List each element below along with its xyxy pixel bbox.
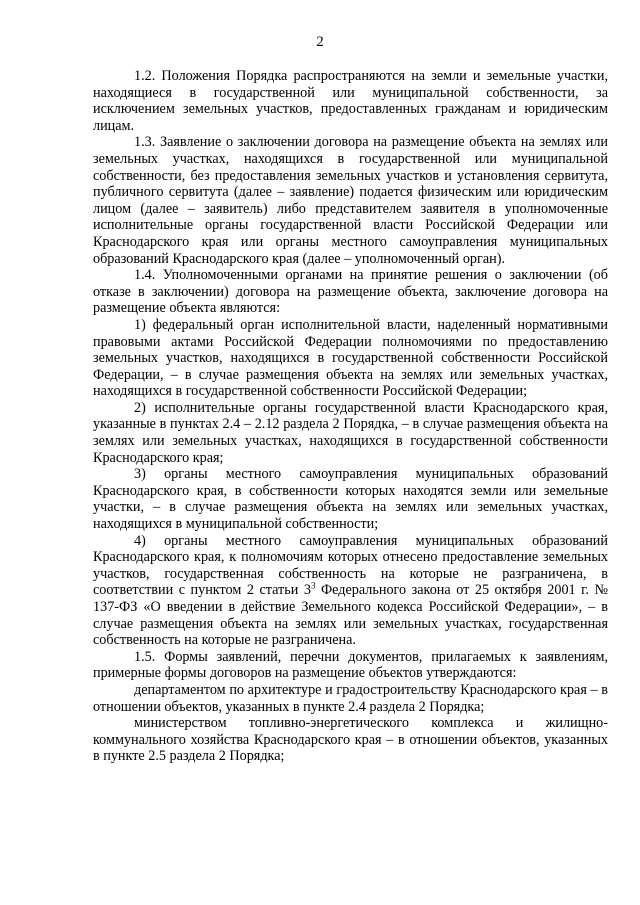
document-body xyxy=(93,68,608,765)
article-superscript: 3 xyxy=(310,580,316,591)
list-item-1: 1) федеральный орган исполнительной власти, наделенный нормативными правовыми актами Российской Федерации полномочиями по предоставлению земельных участков, находящихся в государственной собственности Российской Федерации, – в случае размещения объекта на землях или земельных участках, находящихся в государственной собственности Российской Федерации; xyxy=(93,316,608,400)
list-item-4-text-after: Федерального закона от 25 октября 2001 г. № 137-ФЗ «О введении в действие Земельного кодекса Российской Федерации», – в случае размещения объекта на землях или земельных участках, государственная собственность на которые не разграничена. xyxy=(93,582,608,649)
list-item-4-text-before: 4) органы местного самоуправления муниципальных образований Краснодарского края, к полномочиям которых отнесено предоставление земельных участков, государственная собственность на которые не разграничена, в соответствии с пунктом 2 статьи 3 xyxy=(93,532,608,599)
list-item-4 xyxy=(93,533,608,649)
paragraph-1-4: 1.4. Уполномоченными органами на принятие решения о заключении (об отказе в заключении) договора на размещение объекта, заключение договора на размещение объекта являются: xyxy=(93,267,608,317)
form-approver-architecture-department: департаментом по архитектуре и градостроительству Краснодарского края – в отношении объектов, указанных в пункте 2.4 раздела 2 Порядка; xyxy=(93,681,608,715)
form-approver-energy-ministry: министерством топливно-энергетического комплекса и жилищно-коммунального хозяйства Краснодарского края – в отношении объектов, указанных в пункте 2.5 раздела 2 Порядка; xyxy=(93,715,608,765)
list-item-3: 3) органы местного самоуправления муниципальных образований Краснодарского края, в собственности которых находятся земли или земельные участки, – в случае размещения объекта на землях или земельных участках, находящихся в муниципальной собственности; xyxy=(93,466,608,533)
paragraph-1-3: 1.3. Заявление о заключении договора на размещение объекта на землях или земельных участках, находящихся в государственной или муниципальной собственности, без предоставления земельных участков и установления сервитута, публичного сервитута (далее – заявление) подается физическим или юридическим лицом (далее – заявитель) либо представителем заявителя в уполномоченные исполнительные органы государственной власти Российской Федерации или Краснодарского края или органы местного самоуправления муниципальных образований Краснодарского края (далее – уполномоченный орган). xyxy=(93,134,608,267)
paragraph-1-5: 1.5. Формы заявлений, перечни документов, прилагаемых к заявлениям, примерные формы договоров на размещение объектов утверждаются: xyxy=(93,648,608,682)
paragraph-1-2: 1.2. Положения Порядка распространяются на земли и земельные участки, находящиеся в государственной или муниципальной собственности, за исключением земельных участков, предоставленных гражданам и юридическим лицам. xyxy=(93,68,608,134)
page-number: 2 xyxy=(316,34,324,50)
list-item-2: 2) исполнительные органы государственной власти Краснодарского края, указанные в пунктах 2.4 – 2.12 раздела 2 Порядка, – в случае размещения объекта на землях или земельных участках, находящихся в государственной собственности Краснодарского края; xyxy=(93,399,608,466)
